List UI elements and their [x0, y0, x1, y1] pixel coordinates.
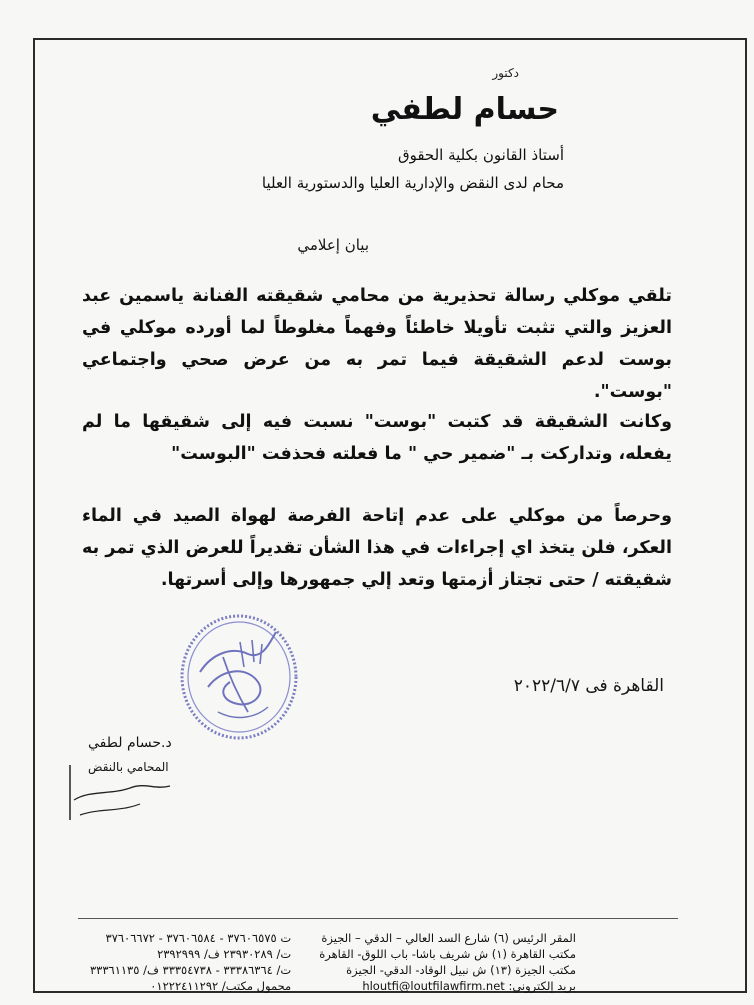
footer-address-line: مكتب القاهرة (١) ش شريف باشا- باب اللوق- القاهرة — [319, 947, 576, 961]
seal-graphic — [178, 612, 300, 742]
statement-paragraph-1 — [82, 280, 672, 408]
paragraph-text: وكانت الشقيقة قد كتبت "بوست" نسبت فيه إلى شقيقها ما لم يفعله، وتداركت بـ "ضمير حي " ما فعلته فحذفت "البوست" — [82, 412, 672, 464]
header-position: أستاذ القانون بكلية الحقوق — [397, 146, 564, 164]
footer-addresses — [319, 930, 576, 994]
statement-heading: بيان إعلامي — [297, 236, 369, 254]
handwritten-signature — [60, 760, 180, 830]
footer-phone-line: ت ٣٧٦٠٦٥٧٥ - ٣٧٦٠٦٥٨٤ - ٣٧٦٠٦٦٧٢ — [105, 931, 292, 945]
footer-divider — [78, 918, 678, 919]
footer-mobile-line: محمول مكتب/ ٠١٢٢٢٤١١٢٩٢ — [150, 979, 292, 993]
footer-address-line: المقر الرئيس (٦) شارع السد العالي – الدقي – الجيزة — [321, 931, 576, 945]
header-courts: محام لدى النقض والإدارية العليا والدستورية العليا — [261, 174, 564, 192]
footer-email: بريد إلكتروني: hloutfi@loutfilawfirm.net — [362, 979, 576, 993]
footer-phone-line: ت/ ٢٣٩٣٠٢٨٩ ف/ ٢٣٩٢٩٩٩ — [157, 947, 292, 961]
header-name: حسام لطفي — [370, 92, 559, 127]
footer-phone-line: ت/ ٣٣٣٨٦٣٦٤ - ٣٣٣٥٤٧٣٨ ف/ ٣٣٣٦١١٣٥ — [90, 963, 292, 977]
header-title: دكتور — [492, 66, 519, 80]
signature-name: د.حسام لطفي — [88, 735, 172, 751]
paragraph-text: وحرصاً من موكلي على عدم إتاحة الفرصة لهواة الصيد في الماء العكر، فلن يتخذ اي إجراءات في هذا الشأن تقديراً للعرض الذي تمر به شقيقته / حتى تجتاز أزمتها وتعد إلي جمهورها وإلى أسرتها. — [82, 506, 672, 590]
footer-address-line: مكتب الجيزة (١٣) ش نبيل الوقاد- الدقي- الجيزة — [346, 963, 576, 977]
statement-date: القاهرة فى ٢٠٢٢/٦/٧ — [513, 676, 664, 696]
signature-role: المحامي بالنقض — [88, 760, 169, 774]
footer-phones — [90, 930, 291, 994]
paragraph-text: تلقي موكلي رسالة تحذيرية من محامي شقيقته الفنانة ياسمين عبد العزيز والتي تثبت تأويلا خاطئاً وفهماً مغلوطاً لما أورده موكلي في بوست لدعم الشقيقة فيما تمر به من عرض صحي واجتماعي "بوست". — [82, 286, 672, 402]
statement-paragraph-2 — [82, 406, 672, 470]
official-seal — [178, 612, 300, 742]
statement-paragraph-3 — [82, 500, 672, 596]
